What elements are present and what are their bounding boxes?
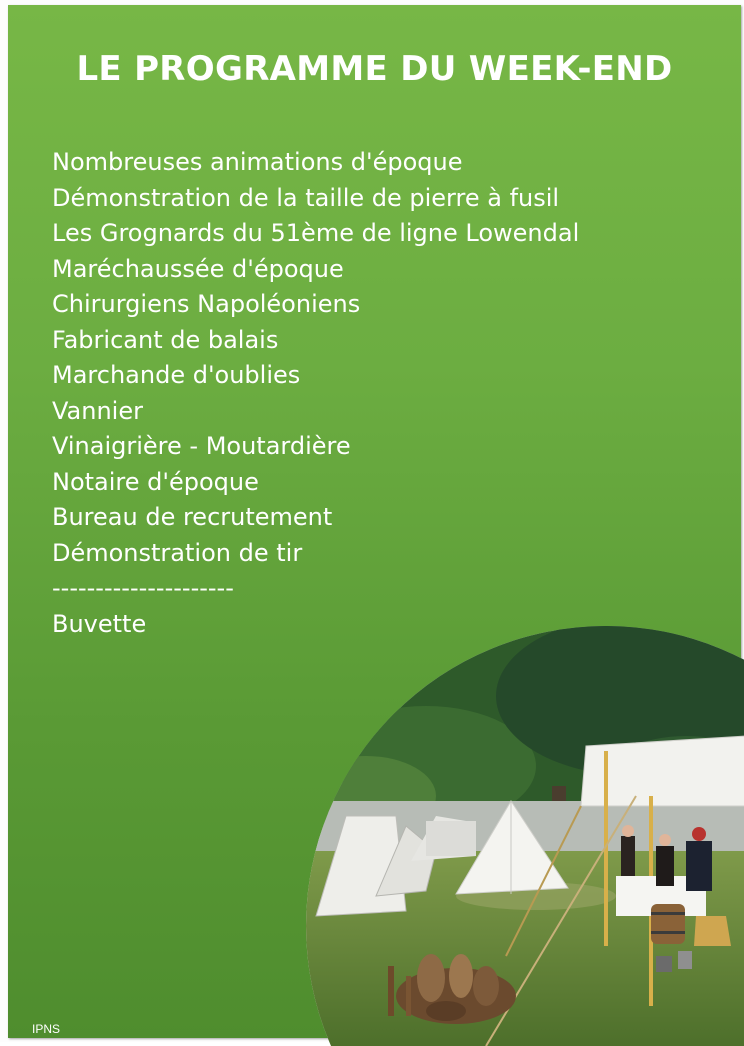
separator-line: --------------------- bbox=[52, 574, 234, 602]
program-item: Maréchaussée d'époque bbox=[52, 254, 344, 283]
program-item: Vinaigrière - Moutardière bbox=[52, 432, 351, 460]
program-item: Fabricant de balais bbox=[52, 325, 279, 354]
program-item: Bureau de recrutement bbox=[52, 503, 333, 531]
program-item: Marchande d'oublies bbox=[52, 361, 301, 389]
camp-photo bbox=[306, 626, 744, 1046]
page-title: LE PROGRAMME DU WEEK-END bbox=[76, 49, 673, 89]
program-item: Buvette bbox=[52, 609, 147, 638]
program-item: Vannier bbox=[52, 396, 143, 425]
program-item: Démonstration de la taille de pierre à fusil bbox=[52, 183, 560, 212]
program-item: Les Grognards du 51ème de ligne Lowendal bbox=[52, 219, 580, 247]
program-item: Chirurgiens Napoléoniens bbox=[52, 290, 361, 318]
program-list bbox=[52, 145, 579, 642]
program-item: Nombreuses animations d'époque bbox=[52, 148, 463, 176]
ipns-label: IPNS bbox=[32, 1022, 61, 1036]
program-item: Notaire d'époque bbox=[52, 467, 259, 496]
program-item: Démonstration de tir bbox=[52, 538, 303, 567]
